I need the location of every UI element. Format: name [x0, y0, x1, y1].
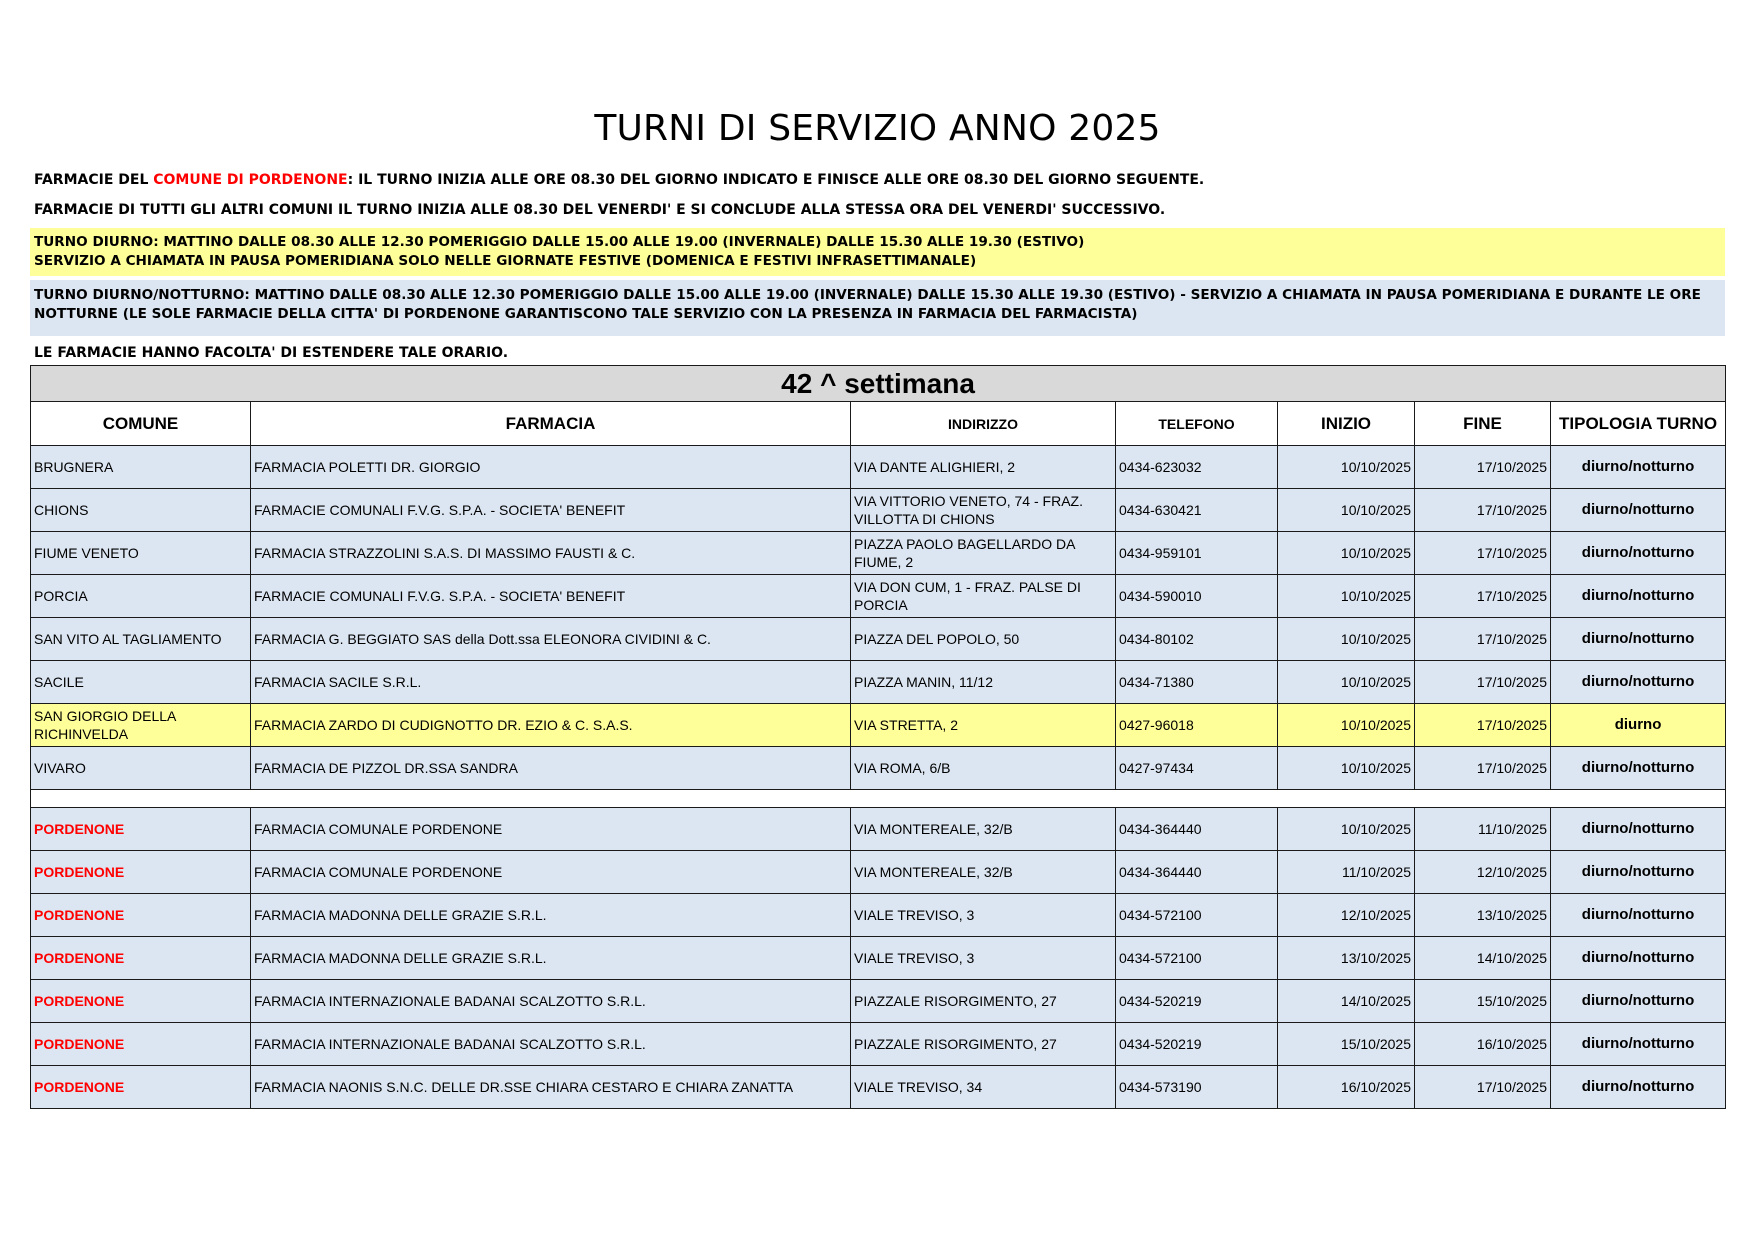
cell-indirizzo: VIA MONTEREALE, 32/B	[851, 851, 1116, 894]
cell-telefono: 0434-623032	[1116, 446, 1278, 489]
table-row	[31, 808, 1726, 851]
cell-farmacia: FARMACIA POLETTI DR. GIORGIO	[251, 446, 851, 489]
cell-comune: PORDENONE	[31, 894, 251, 937]
cell-farmacia: FARMACIE COMUNALI F.V.G. S.P.A. - SOCIETA' BENEFIT	[251, 489, 851, 532]
table-row	[31, 532, 1726, 575]
table-row	[31, 1066, 1726, 1109]
cell-inizio: 10/10/2025	[1278, 575, 1415, 618]
spacer-cell	[31, 790, 1726, 808]
cell-telefono: 0434-573190	[1116, 1066, 1278, 1109]
note-comune-highlight: COMUNE DI PORDENONE	[153, 172, 348, 188]
cell-comune: PORDENONE	[31, 937, 251, 980]
table-row	[31, 894, 1726, 937]
cell-inizio: 11/10/2025	[1278, 851, 1415, 894]
note-pordenone-hours	[34, 172, 1204, 188]
cell-inizio: 10/10/2025	[1278, 704, 1415, 747]
cell-telefono: 0434-364440	[1116, 808, 1278, 851]
cell-comune: VIVARO	[31, 747, 251, 790]
cell-fine: 17/10/2025	[1415, 704, 1551, 747]
header-tipologia: TIPOLOGIA TURNO	[1551, 402, 1726, 446]
cell-fine: 13/10/2025	[1415, 894, 1551, 937]
cell-indirizzo: VIALE TREVISO, 34	[851, 1066, 1116, 1109]
cell-telefono: 0434-959101	[1116, 532, 1278, 575]
cell-indirizzo: VIA ROMA, 6/B	[851, 747, 1116, 790]
cell-tipologia: diurno	[1551, 704, 1726, 747]
cell-tipologia: diurno/notturno	[1551, 1066, 1726, 1109]
cell-indirizzo: VIA DON CUM, 1 - FRAZ. PALSE DI PORCIA	[851, 575, 1116, 618]
cell-inizio: 10/10/2025	[1278, 661, 1415, 704]
cell-indirizzo: PIAZZALE RISORGIMENTO, 27	[851, 1023, 1116, 1066]
cell-fine: 17/10/2025	[1415, 446, 1551, 489]
cell-indirizzo: PIAZZALE RISORGIMENTO, 27	[851, 980, 1116, 1023]
header-telefono: TELEFONO	[1116, 402, 1278, 446]
cell-farmacia: FARMACIA G. BEGGIATO SAS della Dott.ssa ELEONORA CIVIDINI & C.	[251, 618, 851, 661]
cell-fine: 15/10/2025	[1415, 980, 1551, 1023]
table-row	[31, 937, 1726, 980]
cell-inizio: 14/10/2025	[1278, 980, 1415, 1023]
cell-tipologia: diurno/notturno	[1551, 980, 1726, 1023]
cell-telefono: 0434-572100	[1116, 894, 1278, 937]
day-shift-line-1: TURNO DIURNO: MATTINO DALLE 08.30 ALLE 12.30 POMERIGGIO DALLE 15.00 ALLE 19.00 (INVERNALE) DALLE 15.30 ALLE 19.30 (ESTIVO)	[34, 234, 1085, 250]
cell-farmacia: FARMACIA ZARDO DI CUDIGNOTTO DR. EZIO & C. S.A.S.	[251, 704, 851, 747]
header-inizio: INIZIO	[1278, 402, 1415, 446]
table-row	[31, 851, 1726, 894]
cell-inizio: 10/10/2025	[1278, 747, 1415, 790]
cell-comune: SACILE	[31, 661, 251, 704]
week-label: 42 ^ settimana	[31, 366, 1726, 402]
cell-tipologia: diurno/notturno	[1551, 747, 1726, 790]
cell-inizio: 12/10/2025	[1278, 894, 1415, 937]
table-row-highlighted	[31, 704, 1726, 747]
cell-tipologia: diurno/notturno	[1551, 618, 1726, 661]
cell-farmacia: FARMACIA STRAZZOLINI S.A.S. DI MASSIMO FAUSTI & C.	[251, 532, 851, 575]
cell-telefono: 0427-97434	[1116, 747, 1278, 790]
cell-inizio: 15/10/2025	[1278, 1023, 1415, 1066]
cell-farmacia: FARMACIA DE PIZZOL DR.SSA SANDRA	[251, 747, 851, 790]
cell-tipologia: diurno/notturno	[1551, 808, 1726, 851]
cell-comune: PORDENONE	[31, 808, 251, 851]
cell-farmacia: FARMACIA COMUNALE PORDENONE	[251, 808, 851, 851]
cell-inizio: 10/10/2025	[1278, 618, 1415, 661]
cell-inizio: 10/10/2025	[1278, 446, 1415, 489]
cell-farmacia: FARMACIA SACILE S.R.L.	[251, 661, 851, 704]
cell-farmacia: FARMACIA MADONNA DELLE GRAZIE S.R.L.	[251, 894, 851, 937]
table-row	[31, 575, 1726, 618]
cell-telefono: 0434-364440	[1116, 851, 1278, 894]
cell-tipologia: diurno/notturno	[1551, 489, 1726, 532]
cell-comune: CHIONS	[31, 489, 251, 532]
cell-comune: SAN GIORGIO DELLA RICHINVELDA	[31, 704, 251, 747]
cell-comune: PORDENONE	[31, 1066, 251, 1109]
cell-comune: BRUGNERA	[31, 446, 251, 489]
header-farmacia: FARMACIA	[251, 402, 851, 446]
cell-comune: PORCIA	[31, 575, 251, 618]
table-row	[31, 618, 1726, 661]
table-row	[31, 980, 1726, 1023]
cell-fine: 17/10/2025	[1415, 661, 1551, 704]
cell-telefono: 0434-590010	[1116, 575, 1278, 618]
note-other-comuni-hours: FARMACIE DI TUTTI GLI ALTRI COMUNI IL TURNO INIZIA ALLE 08.30 DEL VENERDI' E SI CONCLUDE ALLA STESSA ORA DEL VENERDI' SUCCESSIVO.	[34, 202, 1166, 218]
cell-indirizzo: VIALE TREVISO, 3	[851, 894, 1116, 937]
cell-tipologia: diurno/notturno	[1551, 1023, 1726, 1066]
header-indirizzo: INDIRIZZO	[851, 402, 1116, 446]
cell-fine: 16/10/2025	[1415, 1023, 1551, 1066]
cell-indirizzo: PIAZZA PAOLO BAGELLARDO DA FIUME, 2	[851, 532, 1116, 575]
extend-hours-note: LE FARMACIE HANNO FACOLTA' DI ESTENDERE TALE ORARIO.	[34, 345, 509, 361]
cell-tipologia: diurno/notturno	[1551, 937, 1726, 980]
cell-indirizzo: VIA DANTE ALIGHIERI, 2	[851, 446, 1116, 489]
page-title: TURNI DI SERVIZIO ANNO 2025	[594, 108, 1161, 149]
cell-farmacia: FARMACIA MADONNA DELLE GRAZIE S.R.L.	[251, 937, 851, 980]
cell-indirizzo: VIA MONTEREALE, 32/B	[851, 808, 1116, 851]
cell-inizio: 10/10/2025	[1278, 489, 1415, 532]
table-row	[31, 1023, 1726, 1066]
cell-indirizzo: VIA STRETTA, 2	[851, 704, 1116, 747]
cell-fine: 17/10/2025	[1415, 532, 1551, 575]
cell-inizio: 16/10/2025	[1278, 1066, 1415, 1109]
note-prefix: FARMACIE DEL	[34, 172, 154, 188]
cell-telefono: 0434-520219	[1116, 1023, 1278, 1066]
cell-fine: 17/10/2025	[1415, 575, 1551, 618]
cell-tipologia: diurno/notturno	[1551, 446, 1726, 489]
cell-indirizzo: PIAZZA MANIN, 11/12	[851, 661, 1116, 704]
cell-farmacia: FARMACIA INTERNAZIONALE BADANAI SCALZOTTO S.R.L.	[251, 980, 851, 1023]
table-row	[31, 661, 1726, 704]
cell-indirizzo: PIAZZA DEL POPOLO, 50	[851, 618, 1116, 661]
cell-fine: 17/10/2025	[1415, 618, 1551, 661]
table-row	[31, 747, 1726, 790]
cell-telefono: 0434-572100	[1116, 937, 1278, 980]
table-row	[31, 489, 1726, 532]
cell-telefono: 0434-71380	[1116, 661, 1278, 704]
cell-farmacia: FARMACIA COMUNALE PORDENONE	[251, 851, 851, 894]
cell-telefono: 0434-630421	[1116, 489, 1278, 532]
cell-fine: 17/10/2025	[1415, 747, 1551, 790]
cell-fine: 12/10/2025	[1415, 851, 1551, 894]
day-shift-line-2: SERVIZIO A CHIAMATA IN PAUSA POMERIDIANA SOLO NELLE GIORNATE FESTIVE (DOMENICA E FESTIVI INFRASETTIMANALE)	[34, 253, 977, 269]
cell-inizio: 10/10/2025	[1278, 808, 1415, 851]
cell-indirizzo: VIA VITTORIO VENETO, 74 - FRAZ. VILLOTTA DI CHIONS	[851, 489, 1116, 532]
day-shift-notice	[30, 228, 1725, 276]
note-suffix: : IL TURNO INIZIA ALLE ORE 08.30 DEL GIORNO INDICATO E FINISCE ALLE ORE 08.30 DEL GIORNO SEGUENTE.	[347, 172, 1205, 188]
cell-tipologia: diurno/notturno	[1551, 575, 1726, 618]
cell-fine: 17/10/2025	[1415, 489, 1551, 532]
cell-tipologia: diurno/notturno	[1551, 532, 1726, 575]
cell-farmacia: FARMACIA INTERNAZIONALE BADANAI SCALZOTTO S.R.L.	[251, 1023, 851, 1066]
cell-farmacia: FARMACIE COMUNALI F.V.G. S.P.A. - SOCIETA' BENEFIT	[251, 575, 851, 618]
cell-comune: FIUME VENETO	[31, 532, 251, 575]
week-header-row	[31, 366, 1726, 402]
cell-tipologia: diurno/notturno	[1551, 661, 1726, 704]
cell-tipologia: diurno/notturno	[1551, 851, 1726, 894]
header-comune: COMUNE	[31, 402, 251, 446]
cell-indirizzo: VIALE TREVISO, 3	[851, 937, 1116, 980]
schedule-table	[30, 365, 1726, 1109]
cell-comune: PORDENONE	[31, 851, 251, 894]
cell-inizio: 13/10/2025	[1278, 937, 1415, 980]
cell-comune: PORDENONE	[31, 980, 251, 1023]
cell-fine: 11/10/2025	[1415, 808, 1551, 851]
cell-telefono: 0434-80102	[1116, 618, 1278, 661]
cell-farmacia: FARMACIA NAONIS S.N.C. DELLE DR.SSE CHIARA CESTARO E CHIARA ZANATTA	[251, 1066, 851, 1109]
cell-fine: 14/10/2025	[1415, 937, 1551, 980]
cell-comune: PORDENONE	[31, 1023, 251, 1066]
cell-tipologia: diurno/notturno	[1551, 894, 1726, 937]
cell-inizio: 10/10/2025	[1278, 532, 1415, 575]
column-header-row	[31, 402, 1726, 446]
cell-fine: 17/10/2025	[1415, 1066, 1551, 1109]
cell-telefono: 0434-520219	[1116, 980, 1278, 1023]
header-fine: FINE	[1415, 402, 1551, 446]
section-spacer-row	[31, 790, 1726, 808]
cell-comune: SAN VITO AL TAGLIAMENTO	[31, 618, 251, 661]
table-row	[31, 446, 1726, 489]
cell-telefono: 0427-96018	[1116, 704, 1278, 747]
day-night-shift-notice: TURNO DIURNO/NOTTURNO: MATTINO DALLE 08.30 ALLE 12.30 POMERIGGIO DALLE 15.00 ALLE 19.00 (INVERNALE) DALLE 15.30 ALLE 19.30 (ESTIVO) - SERVIZIO A CHIAMATA IN PAUSA POMERIDIANA E DURANTE LE ORE NOTTURNE (LE SOLE FARMACIE DELLA CITTA' DI PORDENONE GARANTISCONO TALE SERVIZIO CON LA PRESENZA IN FARMACIA DEL FARMACISTA)	[30, 280, 1725, 336]
